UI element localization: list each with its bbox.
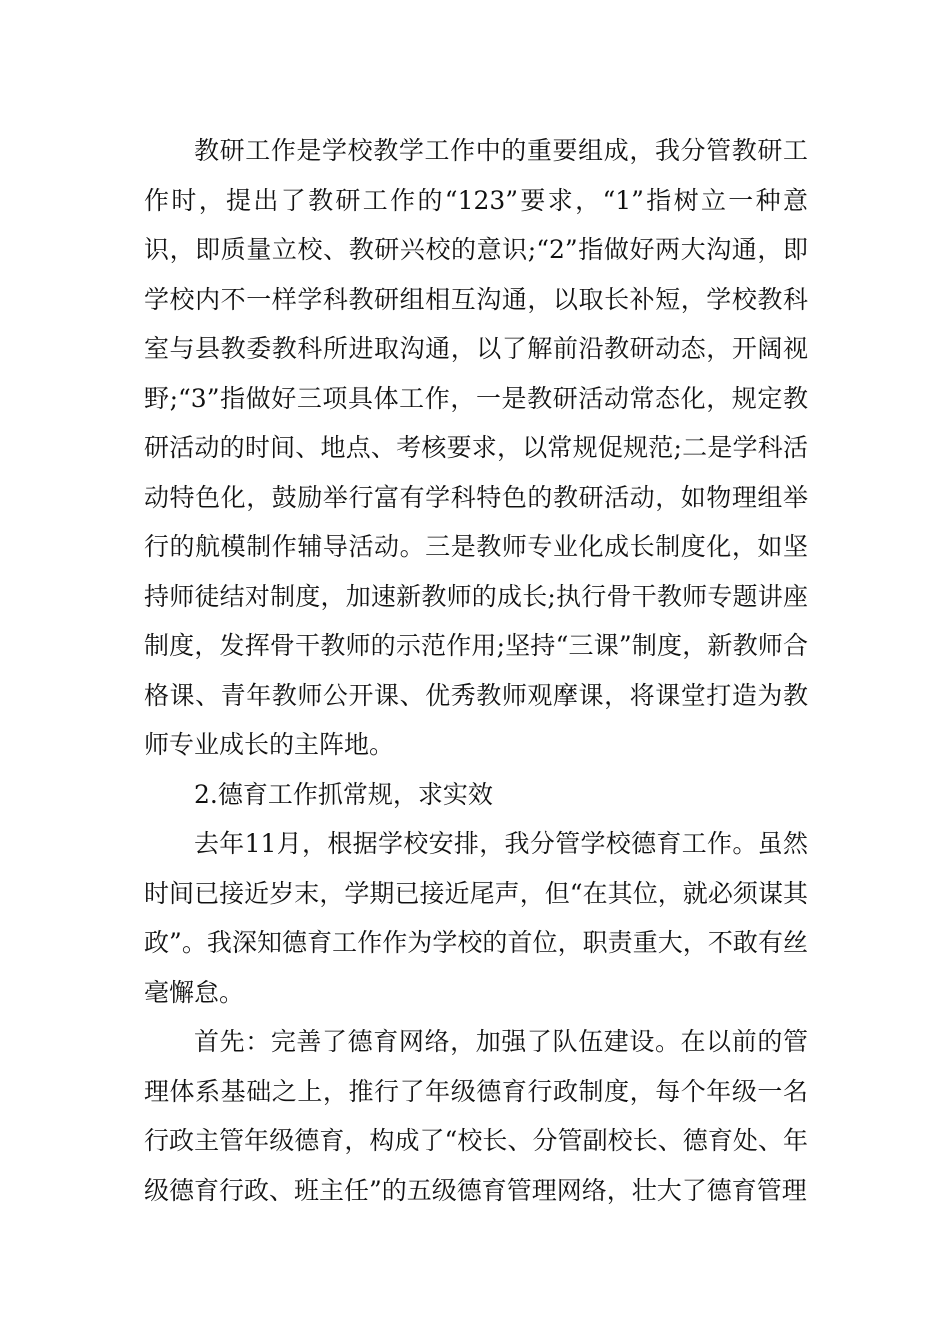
section-heading-moral-education: 2.德育工作抓常规，求实效 <box>194 779 493 809</box>
paragraph-teaching-research: 教研工作是学校教学工作中的重要组成，我分管教研工作时，提出了教研工作的“123”要求，“1”指树立一种意识，即质量立校、教研兴校的意识;“2”指做好两大沟通，即学校内不一样学科教研组相互沟通，以取长补短，学校教科室与县教委教科所进取沟通，以了解前沿教研动态，开阔视野;“3”指做好三项具体工作，一是教研活动常态化，规定教研活动的时间、地点、考核要求，以常规促规范;二是学科活动特色化，鼓励举行富有学科特色的教研活动，如物理组举行的航模制作辅导活动。三是教师专业化成长制度化，如坚持师徒结对制度，加速新教师的成长;执行骨干教师专题讲座制度，发挥骨干教师的示范作用;坚持“三课”制度，新教师合格课、青年教师公开课、优秀教师观摩课，将课堂打造为教师专业成长的主阵地。 <box>144 136 808 759</box>
paragraph-moral-education-network: 首先：完善了德育网络，加强了队伍建设。在以前的管理体系基础之上，推行了年级德育行政制度，每个年级一名行政主管年级德育，构成了“校长、分管副校长、德育处、年级德育行政、班主任”的五级德育管理网络，壮大了德育管理 <box>144 1027 808 1205</box>
document-page <box>144 126 808 1215</box>
paragraph-moral-education-intro: 去年11月，根据学校安排，我分管学校德育工作。虽然时间已接近岁末，学期已接近尾声，但“在其位，就必须谋其政”。我深知德育工作作为学校的首位，职责重大，不敢有丝毫懈怠。 <box>144 829 808 1007</box>
